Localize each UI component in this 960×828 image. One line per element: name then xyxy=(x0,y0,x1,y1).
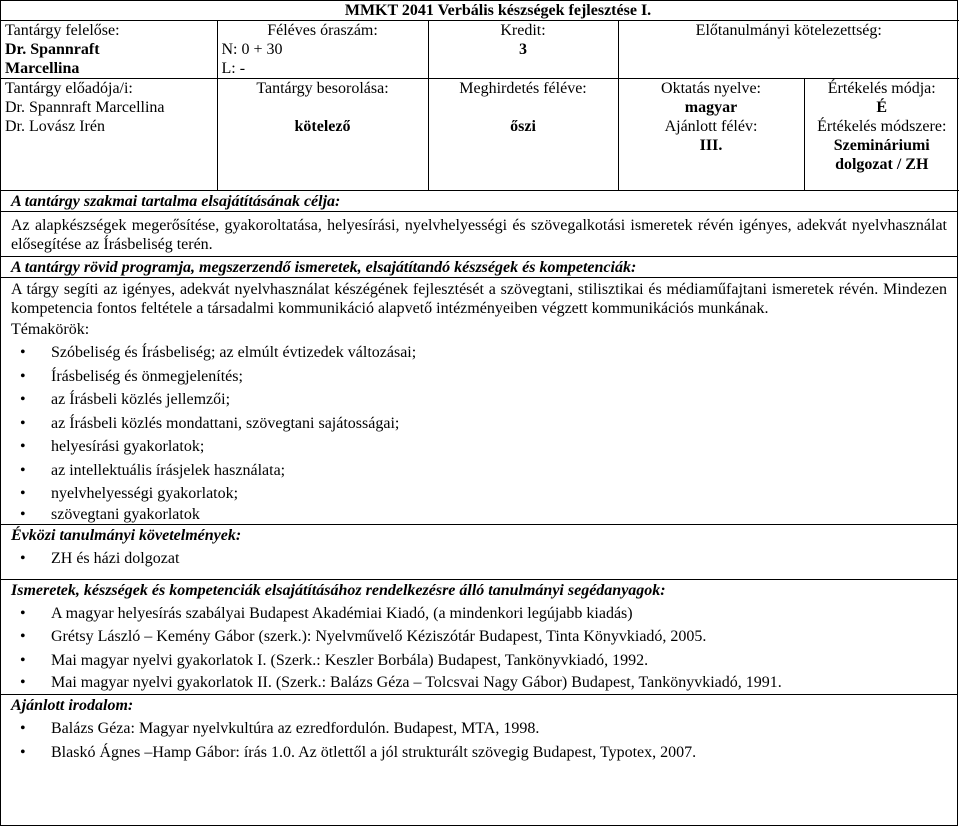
materials-heading-text: Ismeretek, készségek és kompetenciák elsajátításához rendelkezésre álló tanulmányi segédanyagok: xyxy=(11,581,666,599)
eval-method-label: Értékelés módszere: xyxy=(817,118,947,135)
credit-value: 3 xyxy=(519,41,527,58)
hours-n: N: 0 + 30 xyxy=(221,41,283,58)
requirements-heading xyxy=(1,525,957,545)
literature-list xyxy=(1,717,957,764)
program-text: A tárgy segíti az igényes, adekvát nyelvhasználat készégének fejlesztését a szövegtani, stilisztikai és médiaműfajtani ismeretek révén. Mindezen kompetencia fontos feltétele a társadalmi kommunikáció alapvető intézményeiben végzett kommunikációs munkának. xyxy=(11,281,947,317)
lecturer-label: Tantárgy előadója/i: xyxy=(5,80,133,97)
literature-heading xyxy=(1,695,957,715)
lecturer-2: Dr. Lovász Irén xyxy=(5,118,105,135)
list-item: • Írásbeliség és önmegjelenítés; xyxy=(51,365,957,389)
topics-list xyxy=(1,341,957,524)
list-item: • Szóbeliség és Írásbeliség; az elmúlt évtizedek változásai; xyxy=(51,341,957,365)
prereq-label: Előtanulmányi kötelezettség: xyxy=(695,22,882,39)
topics-label: Témakörök: xyxy=(11,321,90,338)
requirements-heading-text: Évközi tanulmányi követelmények: xyxy=(11,527,242,544)
program-heading: A tantárgy rövid programja, megszerzendő ismeretek, elsajátítandó készségek és kompetenciák: xyxy=(11,259,637,276)
literature-heading-text: Ajánlott irodalom: xyxy=(11,697,134,714)
course-header-table xyxy=(1,1,959,191)
semester-value: őszi xyxy=(510,118,536,135)
semester-label: Meghirdetés féléve: xyxy=(459,80,587,97)
list-item: • az Írásbeli közlés jellemzői; xyxy=(51,388,957,412)
list-item: • szövegtani gyakorlatok xyxy=(51,506,957,524)
list-item: • Balázs Géza: Magyar nyelvkultúra az ezredfordulón. Budapest, MTA, 1998. xyxy=(51,717,957,741)
goal-heading: A tantárgy szakmai tartalma elsajátításának célja: xyxy=(11,193,341,210)
eval-mode-label: Értékelés módja: xyxy=(827,80,936,97)
responsible-name-2: Marcellina xyxy=(5,60,80,77)
rec-semester-value: III. xyxy=(699,137,723,154)
hours-label: Féléves óraszám: xyxy=(267,22,378,39)
language-value: magyar xyxy=(684,99,738,116)
rec-semester-label: Ajánlott félév: xyxy=(664,118,758,135)
lecturer-1: Dr. Spannraft Marcellina xyxy=(5,99,165,116)
goal-text: Az alapkészségek megerősítése, gyakoroltatása, helyesírási, nyelvhelyességi és szövegalkotási ismeretek révén igényes, adekvát nyelvhasználat elősegítése az Írásbeliség terén. xyxy=(11,217,947,253)
list-item: • az intellektuális írásjelek használata; xyxy=(51,459,957,483)
credit-label: Kredit: xyxy=(500,22,546,39)
list-item: • helyesírási gyakorlatok; xyxy=(51,435,957,459)
materials-heading xyxy=(1,580,957,600)
eval-method-value-2: dolgozat / ZH xyxy=(835,156,929,173)
list-item: • A magyar helyesírás szabályai Budapest Akadémiai Kiadó, (a mindenkori legújabb kiadás) xyxy=(51,602,957,626)
list-item: • Blaskó Ágnes –Hamp Gábor: írás 1.0. Az ötlettől a jól strukturált szövegig Budapest, Typotex, 2007. xyxy=(51,741,957,765)
list-item: • ZH és házi dolgozat xyxy=(51,547,957,571)
list-item: • Mai magyar nyelvi gyakorlatok II. (Szerk.: Balázs Géza – Tolcsvai Nagy Gábor) Budapest, Tankönyvkiadó, 1991. xyxy=(51,672,957,694)
requirements-list xyxy=(1,547,957,571)
responsible-label: Tantárgy felelőse: xyxy=(5,22,120,39)
classification-value: kötelező xyxy=(294,118,351,135)
materials-list xyxy=(1,602,957,695)
goal-section xyxy=(1,191,957,211)
list-item: • Mai magyar nyelvi gyakorlatok I. (Szerk.: Keszler Borbála) Budapest, Tankönyvkiadó, 1992. xyxy=(51,649,957,673)
list-item: • nyelvhelyességi gyakorlatok; xyxy=(51,482,957,506)
list-item: • az Írásbeli közlés mondattani, szövegtani sajátosságai; xyxy=(51,412,957,436)
list-item: • Grétsy László – Kemény Gábor (szerk.): Nyelvművelő Kéziszótár Budapest, Tinta Könyvkiadó, 2005. xyxy=(51,625,957,649)
responsible-name-1: Dr. Spannraft xyxy=(5,41,100,58)
language-label: Oktatás nyelve: xyxy=(661,80,761,97)
eval-method-value-1: Szemináriumi xyxy=(833,137,930,154)
eval-mode-value: É xyxy=(876,99,888,116)
hours-l: L: - xyxy=(221,60,246,77)
classification-label: Tantárgy besorolása: xyxy=(256,80,389,97)
program-section xyxy=(1,257,957,277)
course-title: MMKT 2041 Verbális készségek fejlesztése I. xyxy=(1,1,959,21)
